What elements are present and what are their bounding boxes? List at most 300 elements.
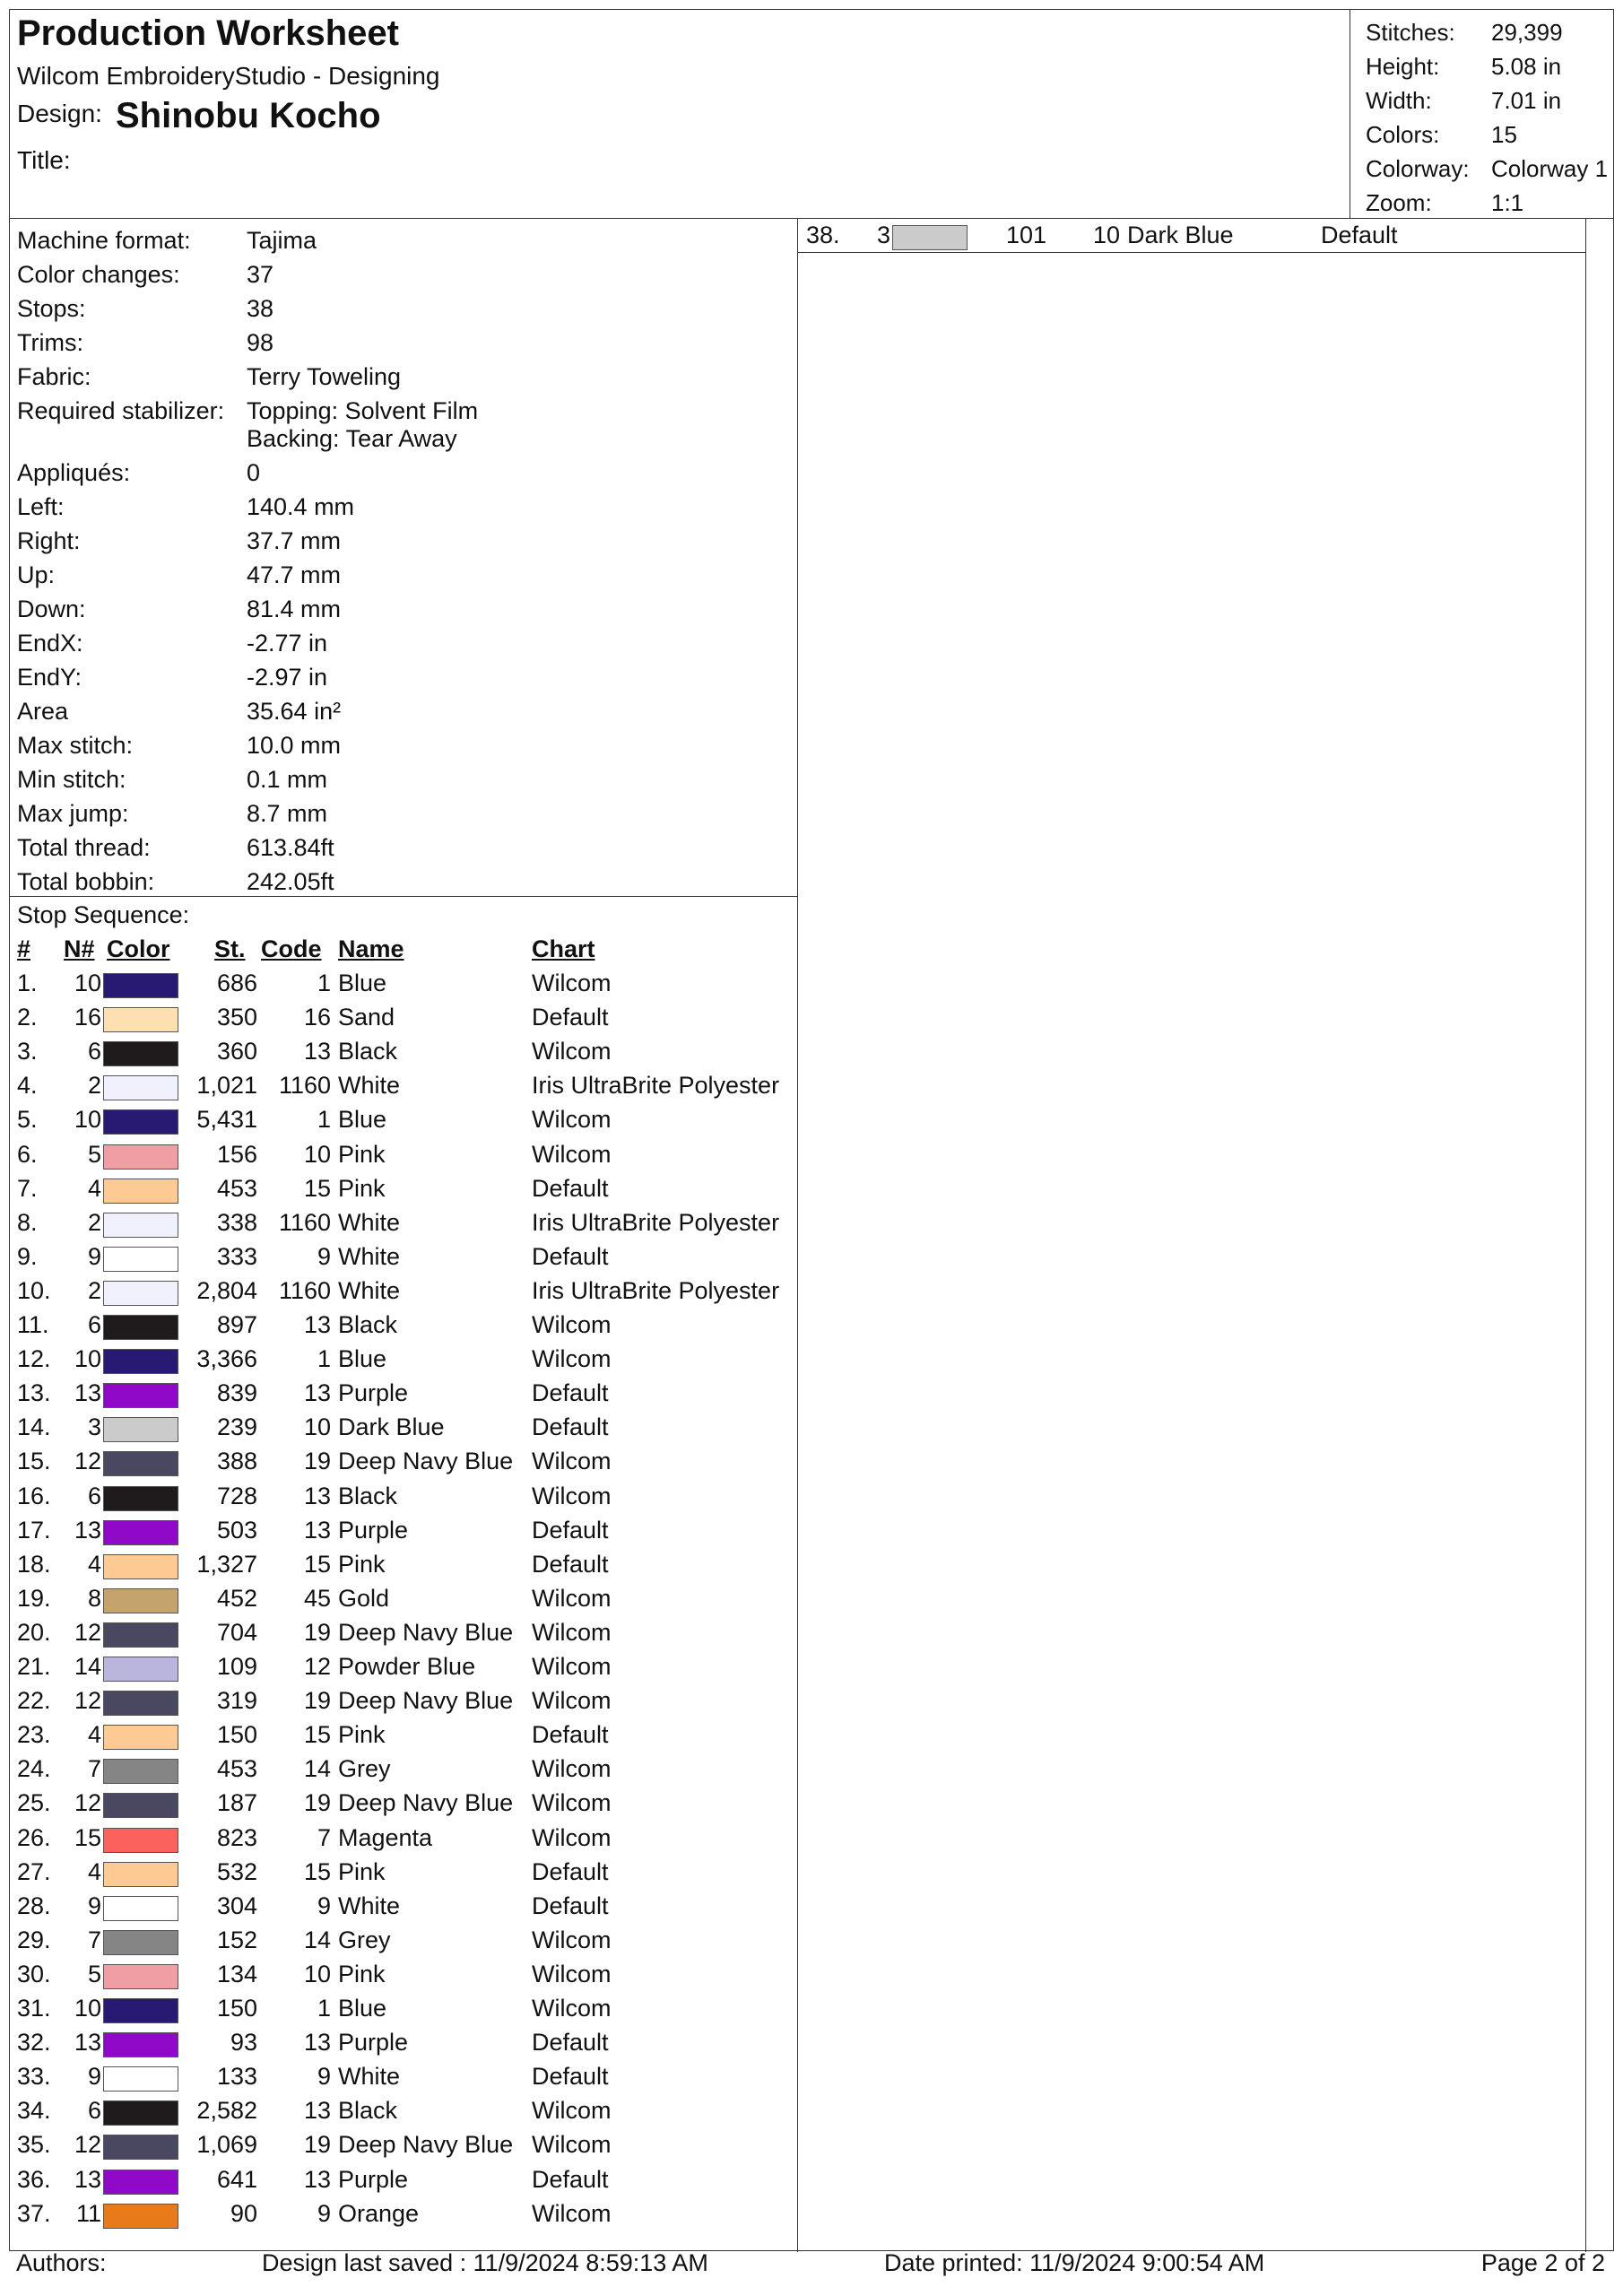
stop-row xyxy=(10,1243,790,1277)
needle-number: 9 xyxy=(87,1892,101,1919)
stitch-count: 304 xyxy=(216,1892,257,1919)
property-key: Up: xyxy=(17,561,56,588)
color-swatch xyxy=(103,973,178,998)
needle-number: 16 xyxy=(74,1004,101,1031)
thread-name: Dark Blue xyxy=(338,1413,445,1441)
stop-row xyxy=(10,2063,790,2097)
thread-name: Sand xyxy=(338,1004,395,1031)
stitch-count: 704 xyxy=(216,1618,257,1646)
color-swatch xyxy=(103,2204,178,2229)
needle-number: 5 xyxy=(87,1140,101,1168)
color-swatch xyxy=(103,1486,178,1511)
stitch-count: 101 xyxy=(1005,222,1046,248)
property-key: Area xyxy=(17,698,69,725)
stop-row xyxy=(10,1619,790,1653)
stitch-count: 728 xyxy=(216,1482,257,1509)
property-key: Max jump: xyxy=(17,800,129,827)
color-swatch xyxy=(103,1725,178,1750)
color-swatch xyxy=(103,1417,178,1442)
color-swatch xyxy=(103,1862,178,1887)
stitch-count: 152 xyxy=(216,1926,257,1953)
stop-row xyxy=(10,1585,790,1619)
property-key: Min stitch: xyxy=(17,766,126,793)
summary-value: 7.01 in xyxy=(1491,87,1562,114)
stop-index: 32. xyxy=(17,2029,51,2057)
color-swatch xyxy=(103,1588,178,1613)
thread-chart: Default xyxy=(532,1413,609,1441)
thread-code: 15 xyxy=(303,1721,331,1749)
thread-chart: Default xyxy=(532,1857,609,1885)
stitch-count: 350 xyxy=(216,1004,257,1031)
property-key: EndY: xyxy=(17,664,82,691)
stop-index: 29. xyxy=(17,1926,51,1953)
thread-chart: Wilcom xyxy=(532,1448,612,1475)
needle-number: 2 xyxy=(87,1208,101,1236)
thread-chart: Default xyxy=(532,2029,609,2057)
property-key: Total bobbin: xyxy=(17,868,155,895)
col-header-st: St. xyxy=(214,935,246,962)
summary-value: Colorway 1 xyxy=(1491,155,1609,182)
property-key: Trims: xyxy=(17,329,83,356)
stop-index: 30. xyxy=(17,1960,51,1987)
stitch-count: 1,021 xyxy=(196,1072,257,1100)
thread-name: Pink xyxy=(338,1721,386,1749)
color-swatch xyxy=(103,1451,178,1476)
thread-name: Black xyxy=(338,2097,398,2125)
thread-name: Black xyxy=(338,1311,398,1338)
thread-code: 1160 xyxy=(278,1208,331,1236)
thread-chart: Wilcom xyxy=(532,1584,612,1612)
stitch-count: 453 xyxy=(216,1174,257,1202)
summary-key: Zoom: xyxy=(1366,189,1432,216)
property-value: 613.84ft xyxy=(247,834,334,861)
property-key: Max stitch: xyxy=(17,732,134,759)
color-swatch xyxy=(103,1657,178,1682)
stop-row xyxy=(10,1345,790,1379)
thread-name: Blue xyxy=(338,1995,387,2022)
color-swatch xyxy=(103,1109,178,1135)
needle-number: 12 xyxy=(74,2131,101,2159)
color-swatch xyxy=(103,1144,178,1170)
stitch-count: 319 xyxy=(216,1687,257,1715)
stop-index: 5. xyxy=(17,1106,38,1134)
stop-index: 1. xyxy=(17,970,38,996)
color-swatch xyxy=(103,1178,178,1204)
thread-code: 45 xyxy=(303,1584,331,1612)
thread-chart: Default xyxy=(532,1516,609,1544)
property-value: 10.0 mm xyxy=(247,732,342,759)
property-value: Topping: Solvent Film xyxy=(247,397,479,424)
thread-chart: Wilcom xyxy=(532,970,612,996)
needle-number: 12 xyxy=(74,1618,101,1646)
thread-name: Grey xyxy=(338,1926,391,1953)
property-value: 35.64 in² xyxy=(247,698,342,725)
thread-code: 7 xyxy=(317,1823,331,1851)
stop-index: 34. xyxy=(17,2097,51,2125)
property-value: 140.4 mm xyxy=(247,493,355,520)
stop-index: 31. xyxy=(17,1995,51,2022)
stop-row xyxy=(10,1277,790,1311)
thread-name: Blue xyxy=(338,970,387,996)
stitch-count: 239 xyxy=(216,1413,257,1441)
thread-chart: Wilcom xyxy=(532,1140,612,1168)
thread-name: Purple xyxy=(338,1516,409,1544)
summary-key: Stitches: xyxy=(1366,19,1455,46)
stop-row xyxy=(10,1755,790,1789)
thread-chart: Iris UltraBrite Polyester xyxy=(532,1276,780,1304)
stop-row xyxy=(10,1448,790,1482)
thread-code: 13 xyxy=(303,1038,331,1065)
stop-row xyxy=(10,1995,790,2029)
footer-authors: Authors: xyxy=(16,2249,107,2276)
thread-name: White xyxy=(338,1072,401,1100)
thread-code: 14 xyxy=(303,1926,331,1953)
stitch-count: 503 xyxy=(216,1516,257,1544)
stitch-count: 133 xyxy=(216,2063,257,2091)
stop-index: 15. xyxy=(17,1448,51,1475)
stop-index: 21. xyxy=(17,1653,51,1680)
stitch-count: 823 xyxy=(216,1823,257,1851)
footer-last-saved: Design last saved : 11/9/2024 8:59:13 AM xyxy=(262,2249,708,2276)
thread-code: 1 xyxy=(317,1106,331,1134)
property-value: 98 xyxy=(247,329,274,356)
stop-index: 7. xyxy=(17,1174,38,1202)
summary-key: Width: xyxy=(1366,87,1432,114)
color-swatch xyxy=(103,2170,178,2195)
stop-row xyxy=(10,1926,790,1961)
needle-number: 6 xyxy=(87,2097,101,2125)
thread-code: 13 xyxy=(303,2097,331,2125)
color-swatch xyxy=(892,225,968,250)
needle-number: 2 xyxy=(87,1276,101,1304)
stop-index: 18. xyxy=(17,1550,51,1578)
property-key: Machine format: xyxy=(17,227,191,254)
color-swatch xyxy=(103,1828,178,1853)
thread-chart: Iris UltraBrite Polyester xyxy=(532,1072,780,1100)
thread-chart: Wilcom xyxy=(532,1926,612,1953)
thread-chart: Default xyxy=(532,1550,609,1578)
property-key: Fabric: xyxy=(17,363,91,390)
color-swatch xyxy=(103,1896,178,1921)
right-column-edge xyxy=(1585,218,1586,2252)
property-key: Appliqués: xyxy=(17,459,131,486)
stitch-count: 1,069 xyxy=(196,2131,257,2159)
color-swatch xyxy=(103,1622,178,1648)
stitch-count: 453 xyxy=(216,1755,257,1783)
needle-number: 13 xyxy=(74,2029,101,2057)
footer-page-number: Page 2 of 2 xyxy=(1480,2249,1605,2276)
thread-code: 19 xyxy=(303,1789,331,1817)
stitch-count: 2,582 xyxy=(196,2097,257,2125)
col-header-num: # xyxy=(17,935,31,962)
stop-index: 28. xyxy=(17,1892,51,1919)
thread-name: Pink xyxy=(338,1140,386,1168)
stop-row xyxy=(10,2029,790,2063)
thread-code: 12 xyxy=(303,1653,331,1680)
stop-index: 24. xyxy=(17,1755,51,1783)
stop-index: 25. xyxy=(17,1789,51,1817)
stop-index: 17. xyxy=(17,1516,51,1544)
stop-row xyxy=(10,1072,790,1106)
thread-chart: Wilcom xyxy=(532,1038,612,1065)
thread-chart: Wilcom xyxy=(532,1995,612,2022)
stop-index: 2. xyxy=(17,1004,38,1031)
thread-name: Pink xyxy=(338,1174,386,1202)
stop-row xyxy=(10,1311,790,1345)
col-header-chart: Chart xyxy=(532,935,595,962)
color-swatch xyxy=(103,1349,178,1374)
property-key: Total thread: xyxy=(17,834,151,861)
thread-code: 1160 xyxy=(278,1276,331,1304)
thread-chart: Default xyxy=(1321,222,1398,248)
needle-number: 12 xyxy=(74,1687,101,1715)
thread-code: 13 xyxy=(303,1516,331,1544)
property-value: 37 xyxy=(247,261,274,288)
stitch-count: 2,804 xyxy=(196,1276,257,1304)
stop-index: 26. xyxy=(17,1823,51,1851)
thread-chart: Wilcom xyxy=(532,2131,612,2159)
thread-code: 9 xyxy=(317,2063,331,2091)
property-value: 242.05ft xyxy=(247,868,334,895)
needle-number: 4 xyxy=(87,1174,101,1202)
title-label: Title: xyxy=(17,146,71,174)
stop-row xyxy=(10,1687,790,1721)
needle-number: 10 xyxy=(74,1995,101,2022)
color-swatch xyxy=(103,1520,178,1545)
stop-row xyxy=(10,1824,790,1858)
summary-value: 5.08 in xyxy=(1491,53,1562,80)
stop-row xyxy=(10,1551,790,1585)
needle-number: 9 xyxy=(87,2063,101,2091)
thread-chart: Wilcom xyxy=(532,1618,612,1646)
stop-index: 22. xyxy=(17,1687,51,1715)
thread-chart: Wilcom xyxy=(532,1755,612,1783)
color-swatch xyxy=(103,1998,178,2023)
stop-row xyxy=(10,2097,790,2131)
summary-key: Colorway: xyxy=(1366,155,1470,182)
stitch-count: 1,327 xyxy=(196,1550,257,1578)
stop-row xyxy=(10,1379,790,1413)
stop-row xyxy=(10,1413,790,1448)
stop-row xyxy=(10,1858,790,1892)
thread-code: 13 xyxy=(303,2029,331,2057)
property-value: 38 xyxy=(247,295,274,322)
thread-name: Black xyxy=(338,1038,398,1065)
stitch-count: 150 xyxy=(216,1995,257,2022)
thread-code: 15 xyxy=(303,1174,331,1202)
stitch-count: 156 xyxy=(216,1140,257,1168)
stitch-count: 897 xyxy=(216,1311,257,1338)
property-key: Color changes: xyxy=(17,261,180,288)
thread-name: Deep Navy Blue xyxy=(338,1789,514,1817)
stop-row xyxy=(10,1789,790,1823)
stop-row xyxy=(10,1175,790,1209)
needle-number: 10 xyxy=(74,970,101,996)
property-value: Tajima xyxy=(247,227,317,254)
stop-row xyxy=(10,1517,790,1551)
property-key: Right: xyxy=(17,527,81,554)
thread-code: 14 xyxy=(303,1755,331,1783)
thread-name: Gold xyxy=(338,1584,390,1612)
stitch-count: 90 xyxy=(230,2199,257,2227)
thread-name: Purple xyxy=(338,2165,409,2193)
thread-name: Orange xyxy=(338,2199,420,2227)
thread-chart: Default xyxy=(532,1004,609,1031)
needle-number: 4 xyxy=(87,1550,101,1578)
thread-code: 1160 xyxy=(278,1072,331,1100)
thread-chart: Default xyxy=(532,1892,609,1919)
stitch-count: 338 xyxy=(216,1208,257,1236)
stop-sequence-label: Stop Sequence: xyxy=(17,901,190,928)
property-value: 8.7 mm xyxy=(247,800,328,827)
color-swatch xyxy=(103,1075,178,1100)
color-swatch xyxy=(103,2032,178,2057)
needle-number: 4 xyxy=(87,1721,101,1749)
stop-index: 4. xyxy=(17,1072,38,1100)
header-bottom-rule xyxy=(10,218,1613,219)
needle-number: 6 xyxy=(87,1038,101,1065)
property-value: 37.7 mm xyxy=(247,527,342,554)
property-key: Required stabilizer: xyxy=(17,397,225,424)
stop-index: 27. xyxy=(17,1857,51,1885)
needle-number: 13 xyxy=(74,1516,101,1544)
stitch-count: 187 xyxy=(216,1789,257,1817)
stitch-count: 150 xyxy=(216,1721,257,1749)
needle-number: 6 xyxy=(87,1482,101,1509)
needle-number: 7 xyxy=(87,1926,101,1953)
stitch-count: 5,431 xyxy=(196,1106,257,1134)
properties-bottom-rule xyxy=(10,896,797,897)
color-swatch xyxy=(103,1759,178,1784)
col-header-name: Name xyxy=(338,935,404,962)
thread-code: 15 xyxy=(303,1857,331,1885)
app-subtitle: Wilcom EmbroideryStudio - Designing xyxy=(17,62,440,90)
column-divider xyxy=(797,218,798,2252)
needle-number: 11 xyxy=(75,2199,101,2227)
color-swatch xyxy=(103,1041,178,1066)
stop-index: 8. xyxy=(17,1208,38,1236)
thread-name: White xyxy=(338,1208,401,1236)
thread-chart: Default xyxy=(532,1242,609,1270)
stop-row xyxy=(10,1106,790,1140)
thread-code: 10 xyxy=(303,1140,331,1168)
color-swatch xyxy=(103,1554,178,1579)
stop-index: 20. xyxy=(17,1618,51,1646)
thread-code: 13 xyxy=(303,1482,331,1509)
color-swatch xyxy=(103,1247,178,1272)
thread-chart: Wilcom xyxy=(532,1482,612,1509)
thread-chart: Default xyxy=(532,1721,609,1749)
thread-name: Black xyxy=(338,1482,398,1509)
stop-index: 23. xyxy=(17,1721,51,1749)
thread-code: 19 xyxy=(303,2131,331,2159)
stop-row xyxy=(799,222,1579,256)
color-swatch xyxy=(103,1383,178,1408)
needle-number: 6 xyxy=(87,1311,101,1338)
stop-row xyxy=(10,2131,790,2165)
page-title: Production Worksheet xyxy=(17,13,399,53)
stop-index: 3. xyxy=(17,1038,38,1065)
thread-name: Powder Blue xyxy=(338,1653,476,1680)
property-value: 0 xyxy=(247,459,261,486)
stitch-count: 134 xyxy=(216,1960,257,1987)
thread-name: Deep Navy Blue xyxy=(338,2131,514,2159)
stop-index: 10. xyxy=(17,1276,51,1304)
property-value: -2.97 in xyxy=(247,664,328,691)
needle-number: 10 xyxy=(74,1345,101,1373)
stop-row xyxy=(10,1004,790,1038)
thread-name: Blue xyxy=(338,1345,387,1373)
thread-chart: Wilcom xyxy=(532,1106,612,1134)
needle-number: 15 xyxy=(74,1823,101,1851)
stitch-count: 93 xyxy=(230,2029,257,2057)
thread-name: White xyxy=(338,1276,401,1304)
thread-code: 15 xyxy=(303,1550,331,1578)
col-header-n: N# xyxy=(64,935,95,962)
thread-name: Pink xyxy=(338,1960,386,1987)
needle-number: 2 xyxy=(87,1072,101,1100)
stop-row xyxy=(10,1209,790,1243)
design-name: Shinobu Kocho xyxy=(116,96,381,135)
color-swatch xyxy=(103,1281,178,1306)
needle-number: 8 xyxy=(87,1584,101,1612)
col-header-color: Color xyxy=(107,935,170,962)
thread-name: Purple xyxy=(338,2029,409,2057)
property-value: -2.77 in xyxy=(247,630,328,657)
property-key: Left: xyxy=(17,493,65,520)
thread-chart: Default xyxy=(532,1174,609,1202)
thread-code: 1 xyxy=(317,1995,331,2022)
summary-value: 1:1 xyxy=(1491,189,1524,216)
needle-number: 14 xyxy=(74,1653,101,1680)
property-value: 47.7 mm xyxy=(247,561,342,588)
thread-code: 9 xyxy=(317,1242,331,1270)
color-swatch xyxy=(103,2135,178,2160)
thread-chart: Wilcom xyxy=(532,1311,612,1338)
stop-row xyxy=(10,1483,790,1517)
thread-name: Pink xyxy=(338,1857,386,1885)
thread-code: 19 xyxy=(303,1448,331,1475)
thread-chart: Wilcom xyxy=(532,1960,612,1987)
color-swatch xyxy=(103,1315,178,1340)
color-swatch xyxy=(103,1964,178,1989)
thread-name: Pink xyxy=(338,1550,386,1578)
thread-chart: Wilcom xyxy=(532,2097,612,2125)
stitch-count: 686 xyxy=(216,970,257,996)
summary-value: 29,399 xyxy=(1491,19,1563,46)
thread-name: Purple xyxy=(338,1379,409,1407)
stop-index: 6. xyxy=(17,1140,38,1168)
needle-number: 3 xyxy=(87,1413,101,1441)
stitch-count: 333 xyxy=(216,1242,257,1270)
thread-code: 13 xyxy=(303,1311,331,1338)
thread-chart: Wilcom xyxy=(532,2199,612,2227)
production-worksheet xyxy=(9,9,1614,2251)
stitch-count: 532 xyxy=(216,1857,257,1885)
thread-code: 13 xyxy=(303,1379,331,1407)
thread-name: Deep Navy Blue xyxy=(338,1687,514,1715)
thread-chart: Default xyxy=(532,1379,609,1407)
stop-index: 35. xyxy=(17,2131,51,2159)
thread-code: 19 xyxy=(303,1687,331,1715)
property-value: Backing: Tear Away xyxy=(247,425,457,452)
property-key: Down: xyxy=(17,596,86,622)
stop-row xyxy=(10,1038,790,1072)
continued-row-rule xyxy=(797,252,1585,253)
stop-row xyxy=(10,970,790,1004)
stop-row xyxy=(10,2166,790,2200)
summary-value: 15 xyxy=(1491,121,1517,148)
